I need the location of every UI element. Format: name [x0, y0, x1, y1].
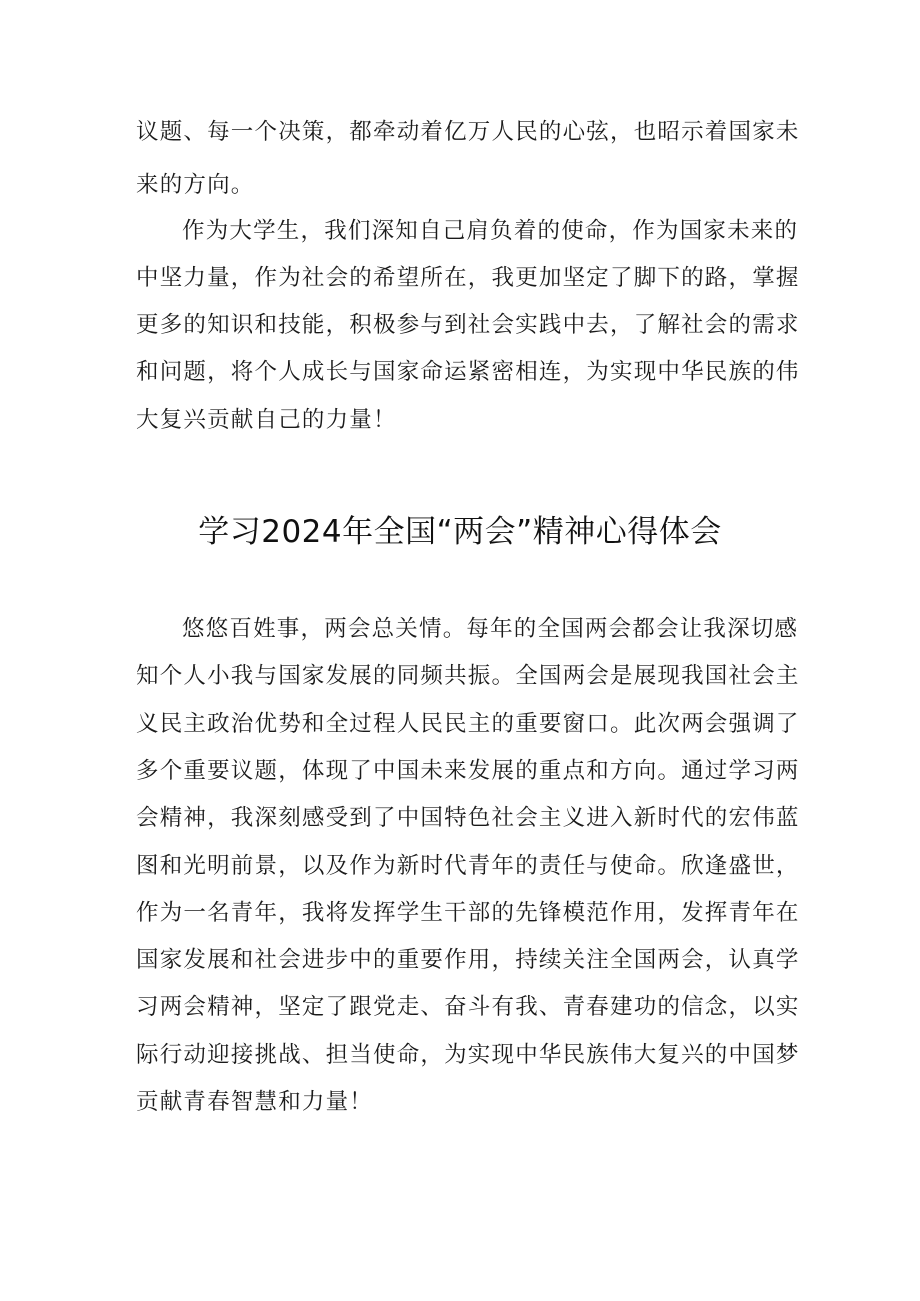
paragraph-line: 会精神，我深刻感受到了中国特色社会主义进入新时代的宏伟蓝	[136, 805, 800, 831]
paragraph-line: 作为大学生，我们深知自己肩负着的使命，作为国家未来的	[182, 218, 799, 244]
paragraph-line: 贡献青春智慧和力量！	[136, 1089, 374, 1115]
paragraph-line: 知个人小我与国家发展的同频共振。全国两会是展现我国社会主	[136, 663, 800, 689]
paragraph-line: 大复兴贡献自己的力量！	[136, 407, 397, 433]
paragraph-line: 作为一名青年，我将发挥学生干部的先锋模范作用，发挥青年在	[136, 900, 800, 926]
paragraph-line: 多个重要议题，体现了中国未来发展的重点和方向。通过学习两	[136, 758, 800, 784]
paragraph-line: 更多的知识和技能，积极参与到社会实践中去，了解社会的需求	[136, 312, 800, 338]
section-title: 学习2024年全国“两会”精神心得体会	[198, 514, 722, 550]
paragraph-line: 际行动迎接挑战、担当使命，为实现中华民族伟大复兴的中国梦	[136, 1042, 800, 1068]
paragraph-line: 来的方向。	[136, 172, 255, 198]
paragraph-line: 悠悠百姓事，两会总关情。每年的全国两会都会让我深切感	[182, 616, 799, 642]
paragraph-line: 习两会精神，坚定了跟党走、奋斗有我、青春建功的信念，以实	[136, 994, 800, 1020]
paragraph-line: 议题、每一个决策，都牵动着亿万人民的心弦，也昭示着国家未	[136, 119, 800, 145]
paragraph-line: 和问题，将个人成长与国家命运紧密相连，为实现中华民族的伟	[136, 359, 800, 385]
paragraph-line: 国家发展和社会进步中的重要作用，持续关注全国两会，认真学	[136, 947, 800, 973]
paragraph-line: 中坚力量，作为社会的希望所在，我更加坚定了脚下的路，掌握	[136, 265, 800, 291]
paragraph-line: 图和光明前景，以及作为新时代青年的责任与使命。欣逢盛世，	[136, 853, 800, 879]
paragraph-line: 义民主政治优势和全过程人民民主的重要窗口。此次两会强调了	[136, 711, 800, 737]
